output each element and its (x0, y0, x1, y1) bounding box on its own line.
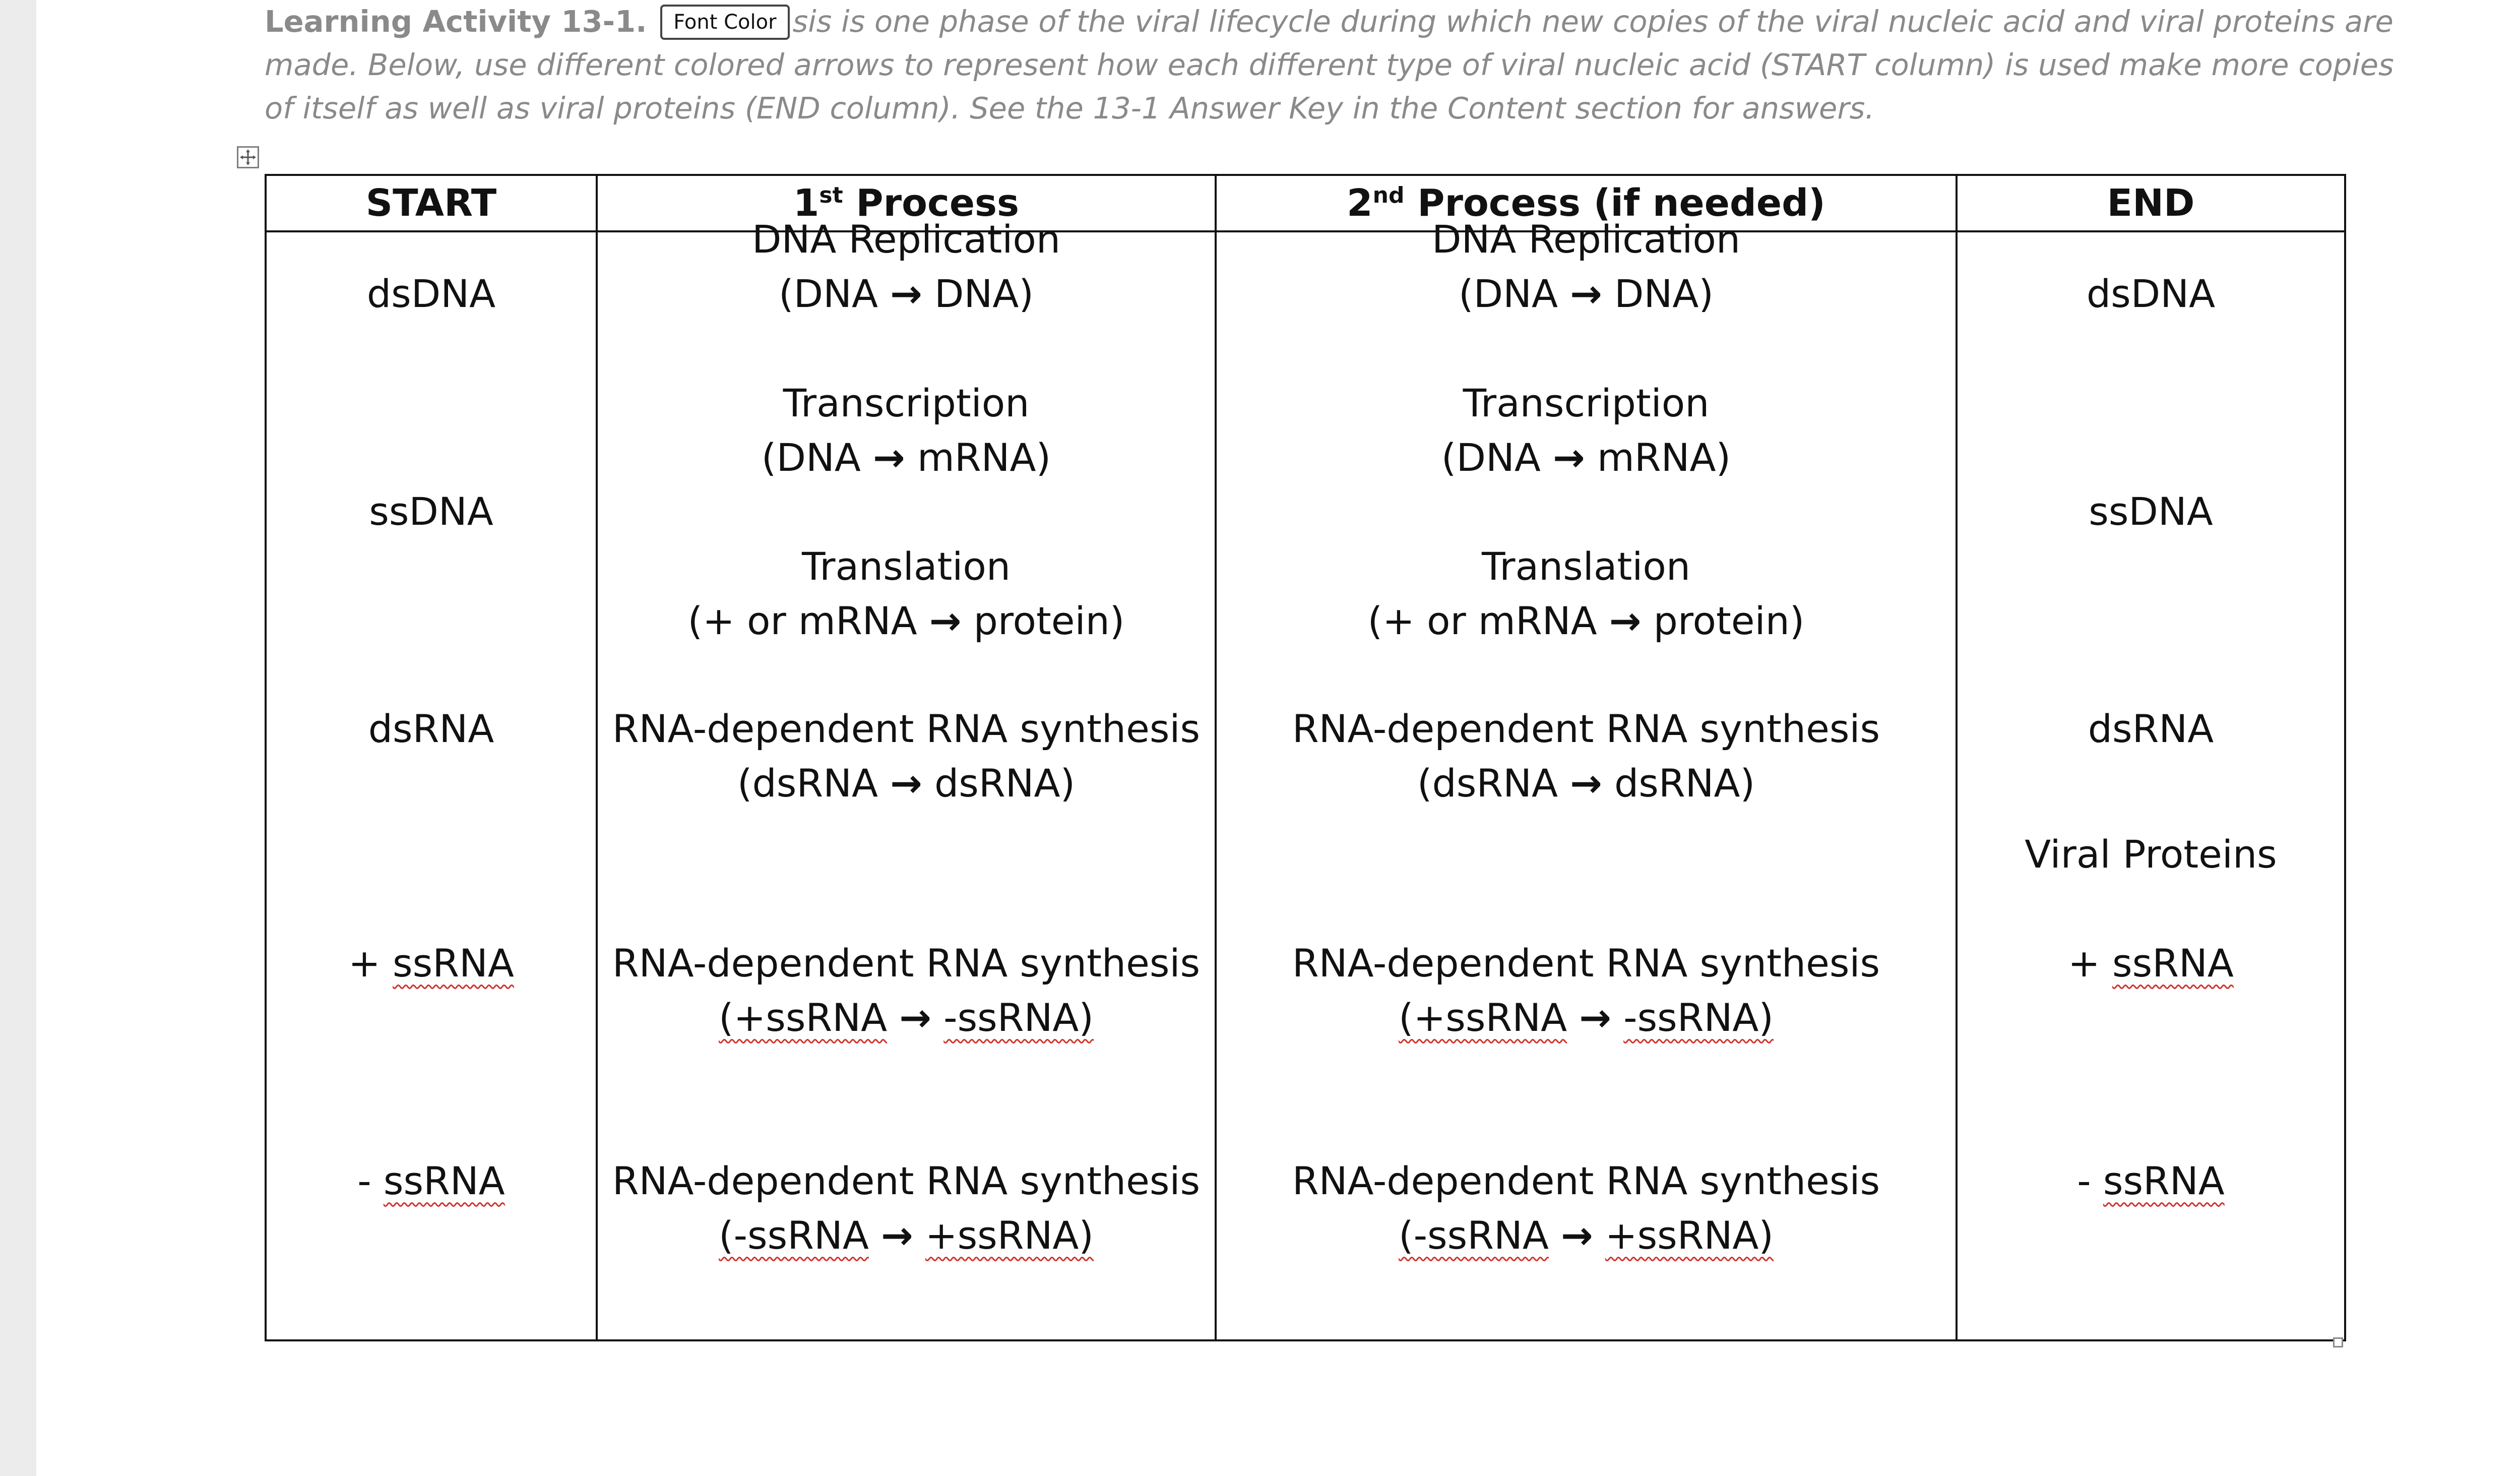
p2-dna-replication-title: DNA Replication (1431, 217, 1741, 262)
p1-translation[interactable] (598, 539, 1215, 648)
p1-dsrna-synthesis-eq (598, 756, 1215, 811)
start-item-dsdna[interactable]: dsDNA (366, 271, 496, 316)
end-plus-ssrna-label: ssRNA (2112, 941, 2234, 986)
header-end: END (1957, 175, 2345, 231)
arrow-icon: → (881, 1213, 913, 1258)
eq-to: +ssRNA) (1605, 1213, 1774, 1258)
font-color-tooltip: Font Color (660, 5, 789, 40)
eq-to: DNA) (934, 271, 1034, 316)
minus-sign: - (357, 1158, 384, 1203)
p1-plus-rna-synthesis-title: RNA-dependent RNA synthesis (612, 941, 1201, 986)
arrow-icon: → (1561, 1213, 1593, 1258)
p1-minus-rna-synthesis-eq (598, 1208, 1215, 1263)
arrow-icon: → (890, 761, 922, 806)
minus-sign: - (2077, 1158, 2103, 1203)
header-p2-sup: nd (1372, 182, 1405, 208)
eq-from: (+ or mRNA (1367, 598, 1597, 643)
p2-dna-replication-eq (1217, 267, 1956, 321)
end-column (1957, 231, 2345, 1340)
process-1-column (597, 217, 1216, 1340)
arrow-icon: → (1552, 435, 1585, 480)
p1-transcription[interactable] (598, 376, 1215, 485)
p1-dsrna-synthesis-title: RNA-dependent RNA synthesis (612, 706, 1201, 751)
p2-minus-rna-synthesis-eq (1217, 1208, 1956, 1263)
start-item-ssdna[interactable]: ssDNA (369, 489, 493, 534)
p1-transcription-eq (598, 430, 1215, 485)
end-item-dsrna[interactable]: dsRNA (2088, 706, 2214, 751)
table-move-handle[interactable] (237, 146, 259, 168)
start-item-plus-ssrna[interactable] (267, 936, 596, 991)
start-minus-ssrna-label: ssRNA (383, 1158, 505, 1203)
header-p2-rest: Process (if needed) (1404, 181, 1825, 225)
activity-instructions (265, 0, 2422, 130)
start-column (266, 231, 597, 1340)
eq-to: protein) (1653, 598, 1805, 643)
p2-dsrna-synthesis-eq (1217, 756, 1956, 811)
p2-translation-eq (1217, 594, 1956, 648)
arrow-icon: → (1570, 271, 1602, 316)
eq-from: (+ or mRNA (687, 598, 917, 643)
eq-from: (DNA (778, 271, 878, 316)
eq-to: mRNA) (917, 435, 1051, 480)
eq-from: (-ssRNA (1398, 1213, 1549, 1258)
arrow-icon: → (872, 435, 905, 480)
p1-dna-replication-title: DNA Replication (751, 217, 1061, 262)
eq-from: (dsRNA (1417, 761, 1558, 806)
eq-from: (-ssRNA (718, 1213, 869, 1258)
p2-plus-rna-synthesis[interactable] (1217, 936, 1956, 1045)
body-row (266, 231, 2345, 1340)
arrow-icon: → (929, 598, 962, 643)
header-p1-sup: st (819, 182, 843, 208)
p2-translation[interactable] (1217, 539, 1956, 648)
plus-sign: + (348, 941, 393, 986)
eq-from: (dsRNA (737, 761, 878, 806)
eq-to: DNA) (1614, 271, 1714, 316)
header-start: START (266, 175, 597, 231)
header-p1-num: 1 (793, 181, 820, 225)
header-p2-num: 2 (1347, 181, 1373, 225)
p2-minus-rna-synthesis[interactable] (1217, 1154, 1956, 1263)
p1-plus-rna-synthesis-eq (598, 991, 1215, 1045)
p1-minus-rna-synthesis-title: RNA-dependent RNA synthesis (612, 1158, 1201, 1203)
p2-plus-rna-synthesis-eq (1217, 991, 1956, 1045)
p1-minus-rna-synthesis[interactable] (598, 1154, 1215, 1263)
eq-to: mRNA) (1597, 435, 1731, 480)
p1-plus-rna-synthesis[interactable] (598, 936, 1215, 1045)
eq-from: (+ssRNA (1398, 995, 1567, 1040)
move-arrows-icon (238, 148, 258, 167)
eq-to: -ssRNA) (1623, 995, 1774, 1040)
p2-dsrna-synthesis[interactable] (1217, 702, 1956, 811)
end-minus-ssrna-label: ssRNA (2103, 1158, 2225, 1203)
p2-plus-rna-synthesis-title: RNA-dependent RNA synthesis (1292, 941, 1880, 986)
p1-dna-replication[interactable] (598, 212, 1215, 321)
p1-dna-replication-eq (598, 267, 1215, 321)
end-item-minus-ssrna[interactable] (1958, 1154, 2344, 1208)
eq-to: +ssRNA) (925, 1213, 1094, 1258)
arrow-icon: → (890, 271, 922, 316)
end-item-plus-ssrna[interactable] (1958, 936, 2344, 991)
start-item-dsrna[interactable]: dsRNA (368, 706, 494, 751)
arrow-icon: → (1609, 598, 1642, 643)
p2-transcription-title: Transcription (1463, 381, 1710, 425)
eq-from: (+ssRNA (718, 995, 888, 1040)
arrow-icon: → (1570, 761, 1602, 806)
p2-dsrna-synthesis-title: RNA-dependent RNA synthesis (1292, 706, 1880, 751)
p2-dna-replication[interactable] (1217, 212, 1956, 321)
eq-to: dsRNA) (934, 761, 1076, 806)
end-item-dsdna[interactable]: dsDNA (2086, 271, 2216, 316)
activity-title: Learning Activity 13-1. (265, 4, 647, 39)
end-item-ssdna[interactable]: ssDNA (2089, 489, 2213, 534)
eq-to: protein) (973, 598, 1125, 643)
document-page (36, 0, 2520, 1476)
p2-transcription-eq (1217, 430, 1956, 485)
p1-dsrna-synthesis[interactable] (598, 702, 1215, 811)
eq-from: (DNA (1458, 271, 1558, 316)
end-item-viral-proteins[interactable]: Viral Proteins (2025, 832, 2277, 877)
header-p1-rest: Process (843, 181, 1020, 225)
arrow-icon: → (1579, 995, 1611, 1040)
instructions-text: sis is one phase of the viral lifecycle during which new copies of the viral nucleic acid and viral proteins are made. Below, use different colored arrows to represent how each different type of viral nucleic acid (START column) is used make more copies of itself as well as viral proteins (END column). See the 13-1 Answer Key in the Content section for answers. (265, 4, 2394, 126)
eq-to: dsRNA) (1614, 761, 1755, 806)
p2-transcription[interactable] (1217, 376, 1956, 485)
eq-to: -ssRNA) (943, 995, 1094, 1040)
start-plus-ssrna-label: ssRNA (393, 941, 514, 986)
eq-from: (DNA (761, 435, 861, 480)
p2-minus-rna-synthesis-title: RNA-dependent RNA synthesis (1292, 1158, 1880, 1203)
plus-sign: + (2068, 941, 2112, 986)
start-item-minus-ssrna[interactable] (267, 1154, 596, 1208)
process-2-column (1216, 217, 1957, 1340)
p1-transcription-title: Transcription (783, 381, 1030, 425)
p1-translation-eq (598, 594, 1215, 648)
viral-replication-table (265, 174, 2346, 1341)
p1-translation-title: Translation (801, 544, 1011, 589)
table-resize-handle[interactable] (2333, 1337, 2343, 1347)
arrow-icon: → (899, 995, 931, 1040)
eq-from: (DNA (1441, 435, 1541, 480)
p2-translation-title: Translation (1481, 544, 1691, 589)
